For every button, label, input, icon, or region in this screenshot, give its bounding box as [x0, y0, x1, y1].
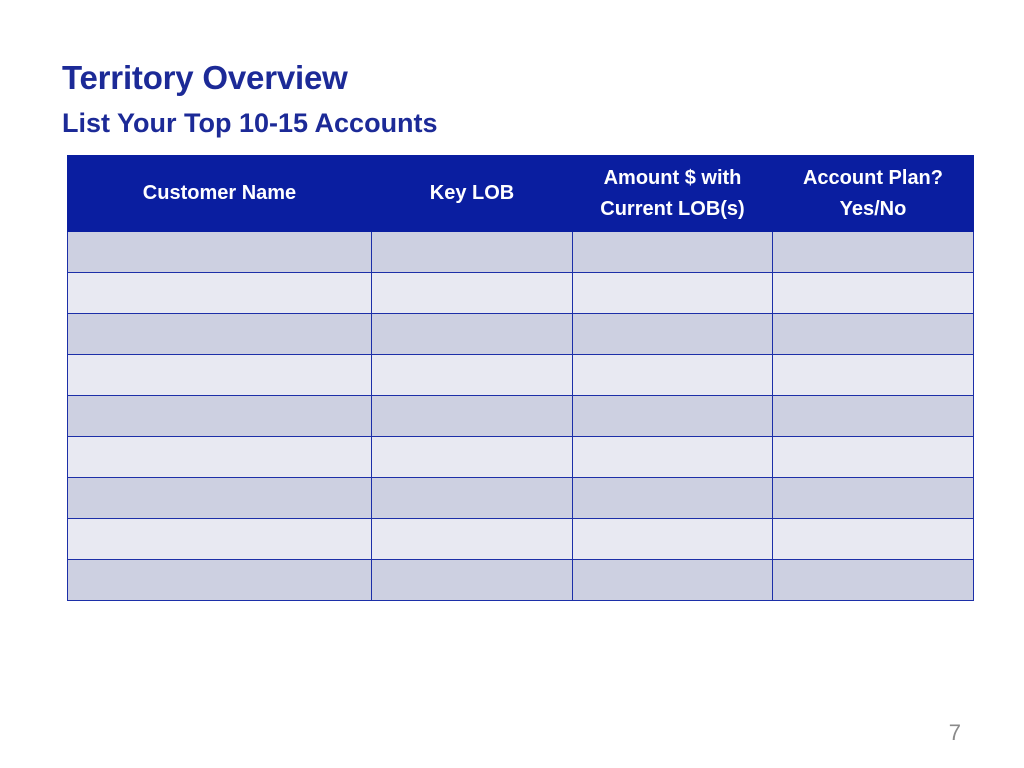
account-plan-cell[interactable] [773, 560, 974, 601]
key-lob-cell[interactable] [372, 355, 573, 396]
amount-cell[interactable] [573, 560, 773, 601]
table-row [68, 232, 974, 273]
table-row [68, 478, 974, 519]
amount-cell[interactable] [573, 396, 773, 437]
header-key-lob [372, 156, 573, 232]
table-row [68, 437, 974, 478]
account-plan-cell[interactable] [773, 355, 974, 396]
key-lob-cell[interactable] [372, 314, 573, 355]
header-label-line2: Yes/No [839, 197, 907, 220]
amount-cell[interactable] [573, 232, 773, 273]
customer-name-cell[interactable] [68, 478, 372, 519]
customer-name-cell[interactable] [68, 232, 372, 273]
account-plan-cell[interactable] [773, 519, 974, 560]
header-account-plan [773, 156, 974, 232]
header-label: Key LOB [429, 182, 515, 204]
table-row [68, 560, 974, 601]
slide-title: Territory Overview [62, 59, 348, 96]
slide-subtitle: List Your Top 10-15 Accounts [62, 108, 438, 138]
header-amount-current-lob [573, 156, 773, 232]
table-row [68, 396, 974, 437]
table-row [68, 355, 974, 396]
key-lob-cell[interactable] [372, 232, 573, 273]
page-number: 7 [948, 720, 961, 745]
header-label-line1: Amount $ with [603, 166, 742, 189]
table-header-row [68, 156, 974, 232]
key-lob-cell[interactable] [372, 273, 573, 314]
amount-cell[interactable] [573, 437, 773, 478]
table-row [68, 314, 974, 355]
amount-cell[interactable] [573, 478, 773, 519]
customer-name-cell[interactable] [68, 519, 372, 560]
customer-name-cell[interactable] [68, 314, 372, 355]
customer-name-cell[interactable] [68, 396, 372, 437]
key-lob-cell[interactable] [372, 560, 573, 601]
amount-cell[interactable] [573, 355, 773, 396]
table-row [68, 519, 974, 560]
header-label: Customer Name [142, 182, 297, 204]
header-label-line2: Current LOB(s) [600, 197, 745, 220]
customer-name-cell[interactable] [68, 560, 372, 601]
key-lob-cell[interactable] [372, 478, 573, 519]
key-lob-cell[interactable] [372, 396, 573, 437]
account-plan-cell[interactable] [773, 478, 974, 519]
amount-cell[interactable] [573, 519, 773, 560]
header-customer-name [68, 156, 372, 232]
customer-name-cell[interactable] [68, 355, 372, 396]
account-plan-cell[interactable] [773, 437, 974, 478]
amount-cell[interactable] [573, 273, 773, 314]
account-plan-cell[interactable] [773, 232, 974, 273]
account-plan-cell[interactable] [773, 396, 974, 437]
account-plan-cell[interactable] [773, 273, 974, 314]
key-lob-cell[interactable] [372, 519, 573, 560]
accounts-table [67, 155, 974, 601]
header-label-line1: Account Plan? [802, 166, 943, 189]
table-body [68, 232, 974, 601]
customer-name-cell[interactable] [68, 273, 372, 314]
table-row [68, 273, 974, 314]
account-plan-cell[interactable] [773, 314, 974, 355]
customer-name-cell[interactable] [68, 437, 372, 478]
amount-cell[interactable] [573, 314, 773, 355]
key-lob-cell[interactable] [372, 437, 573, 478]
